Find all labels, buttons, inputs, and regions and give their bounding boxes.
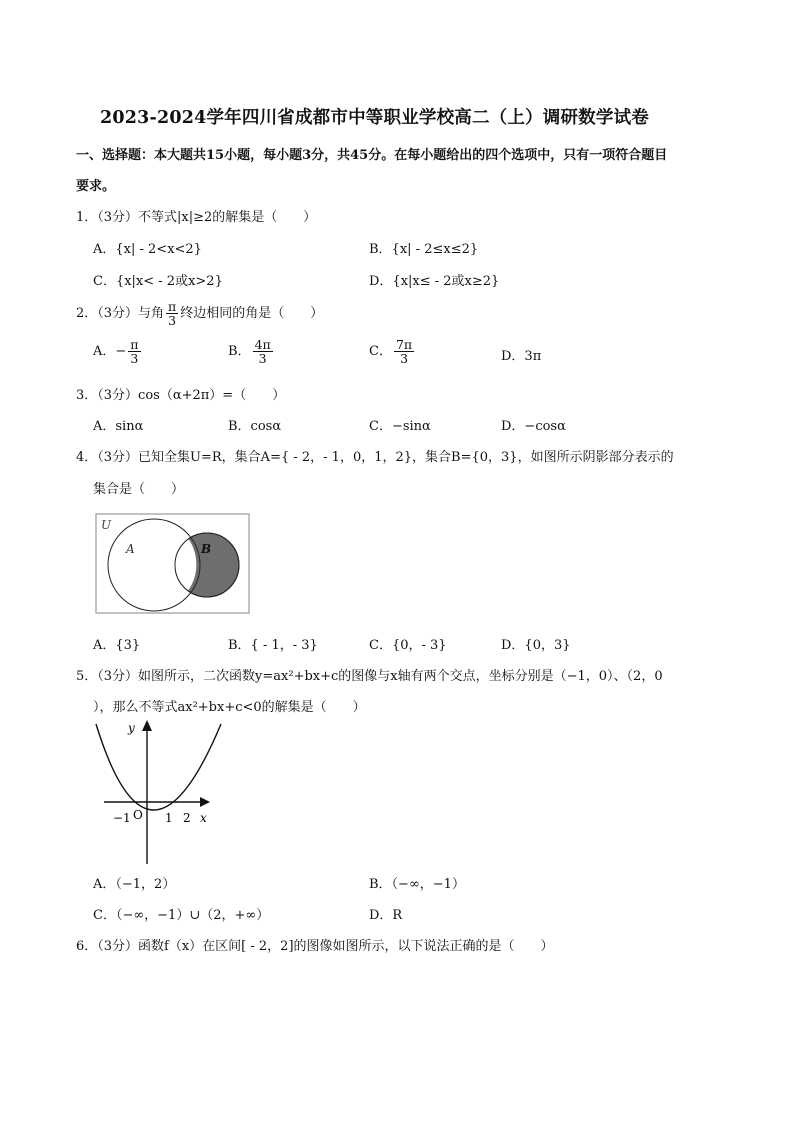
q2-option-c	[369, 338, 416, 365]
graph-label-x: x	[200, 811, 207, 825]
parabola-graph	[92, 718, 227, 866]
x-axis-arrow	[200, 797, 210, 807]
q2-option-a	[93, 338, 143, 365]
q1-option-c: C．{x|x< - 2或x>2}	[93, 274, 223, 289]
q2-stem	[76, 300, 323, 327]
q2-a-fraction	[128, 338, 140, 365]
q1-option-b: B．{x| - 2≤x≤2}	[369, 242, 479, 257]
graph-label-origin: O	[133, 808, 143, 822]
q3-option-d: D．−cosα	[501, 419, 566, 434]
graph-label-y: y	[128, 721, 135, 735]
q1-option-d: D．{x|x≤ - 2或x≥2}	[369, 274, 500, 289]
q5-option-c: C．（−∞，−1）∪（2，+∞）	[93, 908, 270, 923]
q2-stem-den: 3	[168, 313, 177, 329]
q2-b-den: 3	[258, 351, 267, 367]
venn-label-u: U	[101, 518, 112, 532]
q2-stem-fraction	[166, 300, 178, 327]
parabola-curve	[96, 724, 221, 810]
q2-c-den: 3	[400, 351, 409, 367]
venn-label-b: B	[201, 542, 212, 556]
q5-option-d: D．R	[369, 908, 403, 923]
q2-a-num: π	[130, 337, 139, 352]
q3-stem: 3．（3分）cos（α+2π）=（ ）	[76, 388, 286, 403]
q2-stem-pre: 2．（3分）与角	[76, 306, 165, 322]
q3-option-a: A．sinα	[93, 419, 144, 434]
q2-a-den: 3	[130, 351, 139, 367]
q2-option-d: D．3π	[501, 349, 542, 364]
q2-stem-post: 终边相同的角是（ ）	[180, 306, 324, 322]
q2-b-num: 4π	[254, 337, 271, 352]
q3-option-c: C．−sinα	[369, 419, 431, 434]
q4-option-c: C．{0，- 3}	[369, 638, 447, 653]
q2-c-pre: C．	[369, 344, 392, 360]
q2-c-num: 7π	[395, 337, 413, 352]
q1-stem: 1．（3分）不等式|x|≥2的解集是（ ）	[76, 210, 317, 225]
q4-option-d: D．{0，3}	[501, 638, 571, 653]
q1-option-a: A．{x| - 2<x<2}	[93, 242, 202, 257]
q4-option-a: A．{3}	[93, 638, 141, 653]
q3-option-b: B．cosα	[228, 419, 282, 434]
q4-stem-line1: 4．（3分）已知全集U=R，集合A={ - 2，- 1，0，1，2}，集合B={0，3}，如图所示阴影部分表示的	[76, 450, 674, 465]
q2-c-fraction	[394, 338, 414, 365]
q2-b-fraction	[253, 338, 273, 365]
section-instructions-line2: 要求。	[76, 179, 116, 194]
y-axis-arrow	[142, 720, 152, 731]
q6-stem: 6．（3分）函数f（x）在区间[ - 2，2]的图像如图所示，以下说法正确的是（ ）	[76, 939, 554, 954]
q5-stem-line1: 5．（3分）如图所示，二次函数y=ax²+bx+c的图像与x轴有两个交点，坐标分别是（−1，0）、（2，0	[76, 669, 663, 684]
graph-label-2: 2	[183, 811, 191, 825]
q2-b-pre: B．	[228, 344, 251, 360]
venn-diagram	[95, 513, 251, 615]
q2-stem-num: π	[168, 299, 177, 314]
page-title: 2023-2024学年四川省成都市中等职业学校高二（上）调研数学试卷	[100, 108, 649, 128]
q5-option-a: A．（−1，2）	[93, 877, 176, 892]
graph-label-1: 1	[165, 811, 173, 825]
q5-stem-line2: ），那么不等式ax²+bx+c<0的解集是（ ）	[93, 700, 366, 715]
q4-stem-line2: 集合是（ ）	[93, 482, 185, 497]
graph-label-minus1: −1	[113, 811, 131, 825]
q2-option-b	[228, 338, 275, 365]
q2-a-pre: A．−	[93, 344, 127, 360]
section-instructions-line1: 一、选择题：本大题共15小题，每小题3分，共45分。在每小题给出的四个选项中，只有一项符合题目	[76, 148, 668, 163]
q4-option-b: B．{ - 1，- 3}	[228, 638, 318, 653]
q5-option-b: B．（−∞，−1）	[369, 877, 465, 892]
venn-label-a: A	[126, 542, 135, 556]
